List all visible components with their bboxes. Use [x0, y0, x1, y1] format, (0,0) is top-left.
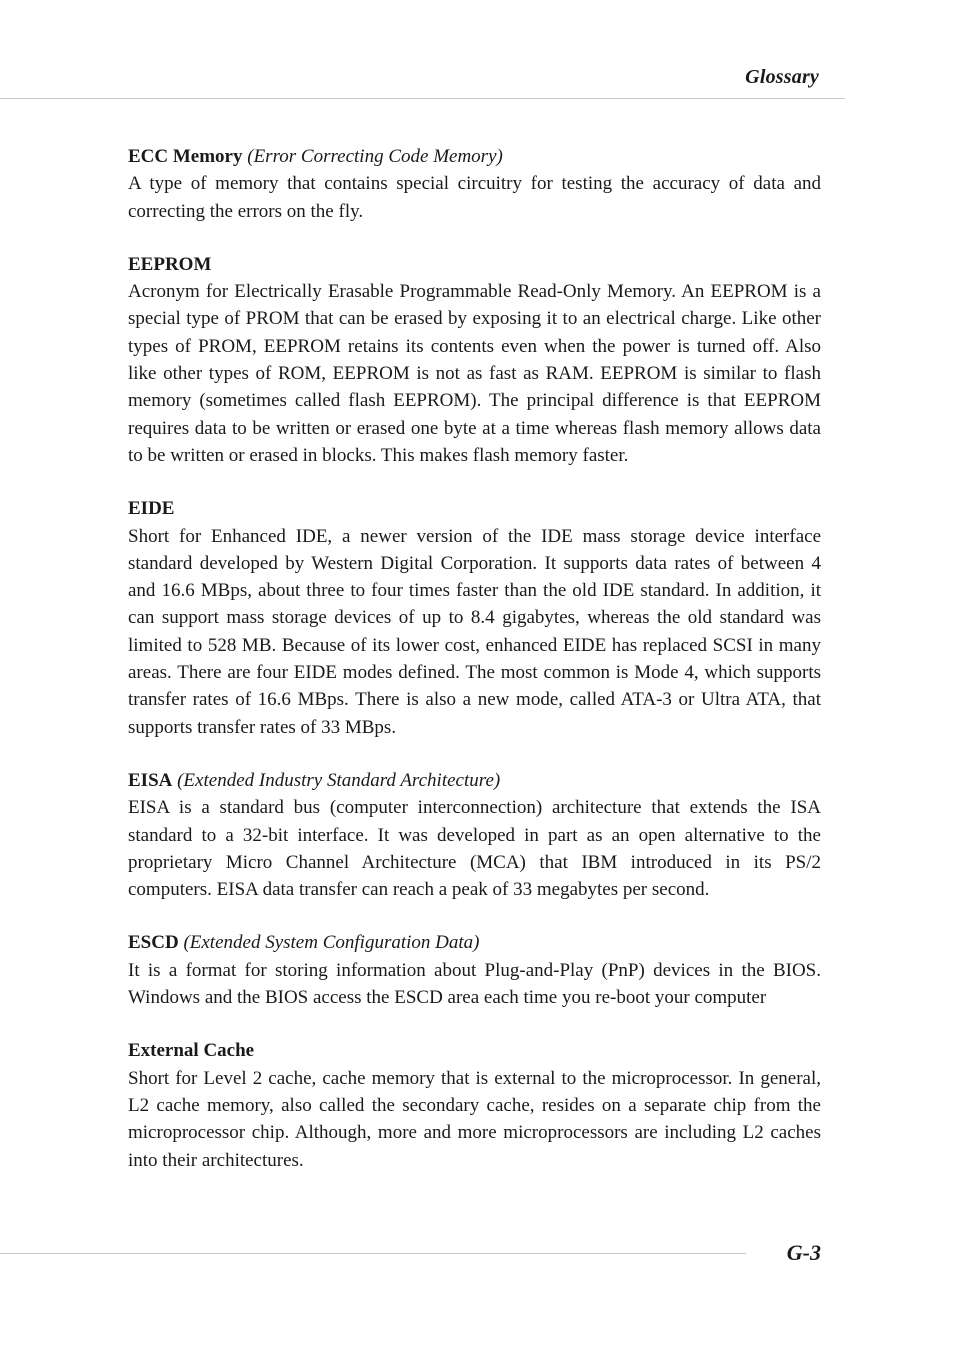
definition: A type of memory that contains special circuitry for testing the accuracy of data and correcting the errors on the fly.	[128, 173, 821, 222]
term-line	[128, 495, 821, 522]
term: ESCD	[128, 932, 179, 954]
term-line	[128, 929, 821, 956]
definition: Short for Level 2 cache, cache memory that is external to the microprocessor. In general, L2 cache memory, also called the secondary cache, resides on a separate chip from the microprocessor chip. Although, more and more microprocessors are including L2 caches into their architectures.	[128, 1067, 821, 1171]
page-number: G-3	[786, 1240, 821, 1265]
glossary-entry-escd	[128, 929, 821, 1011]
term: External Cache	[128, 1040, 255, 1062]
term-line	[128, 143, 821, 170]
glossary-entry-eide	[128, 495, 821, 741]
term-expansion: (Extended Industry Standard Architecture)	[177, 769, 501, 791]
term-expansion: (Extended System Configuration Data)	[183, 932, 480, 954]
term: EIDE	[128, 498, 175, 520]
glossary-entry-eisa	[128, 767, 821, 903]
running-header: Glossary	[745, 66, 819, 88]
term: ECC Memory	[128, 146, 243, 167]
definition: Short for Enhanced IDE, a newer version of the IDE mass storage device interface standard developed by Western Digital Corporation. It supports data rates of between 4 and 16.6 MBps, about three to four times faster than the old IDE standard. In addition, it can support mass storage devices of up to 8.4 gigabytes, whereas the old standard was limited to 528 MB. Because of its lower cost, enhanced EIDE has replaced SCSI in many areas. There are four EIDE modes defined. The most common is Mode 4, which supports transfer rates of 16.6 MBps. There is also a new mode, called ATA-3 or Ultra ATA, that supports transfer rates of 33 MBps.	[128, 525, 821, 738]
definition: Acronym for Electrically Erasable Programmable Read-Only Memory. An EEPROM is a special type of PROM that can be erased by exposing it to an electrical charge. Like other types of PROM, EEPROM retains its contents even when the power is turned off. Also like other types of ROM, EEPROM is not as fast as RAM. EEPROM is similar to flash memory (sometimes called flash EEPROM). The principal difference is that EEPROM requires data to be written or erased one byte at a time whereas flash memory allows data to be written or erased in blocks. This makes flash memory faster.	[128, 281, 821, 466]
term-line	[128, 767, 821, 794]
glossary-entry-external-cache	[128, 1037, 821, 1173]
term-line	[128, 1037, 821, 1064]
glossary-entry-eeprom	[128, 251, 821, 469]
glossary-entry-ecc-memory	[128, 143, 821, 225]
term: EISA	[128, 769, 173, 791]
footer-rule	[0, 1253, 746, 1254]
term-expansion: (Error Correcting Code Memory)	[247, 146, 503, 167]
definition: EISA is a standard bus (computer interconnection) architecture that extends the ISA standard to a 32-bit interface. It was developed in part as an open alternative to the proprietary Micro Channel Architecture (MCA) that IBM introduced in its PS/2 computers. EISA data transfer can reach a peak of 33 megabytes per second.	[128, 797, 821, 901]
glossary-content	[128, 143, 821, 1200]
term-line	[128, 251, 821, 278]
header-rule	[0, 98, 845, 99]
term: EEPROM	[128, 253, 212, 275]
definition: It is a format for storing information about Plug-and-Play (PnP) devices in the BIOS. Windows and the BIOS access the ESCD area each time you re-boot your computer	[128, 959, 821, 1009]
